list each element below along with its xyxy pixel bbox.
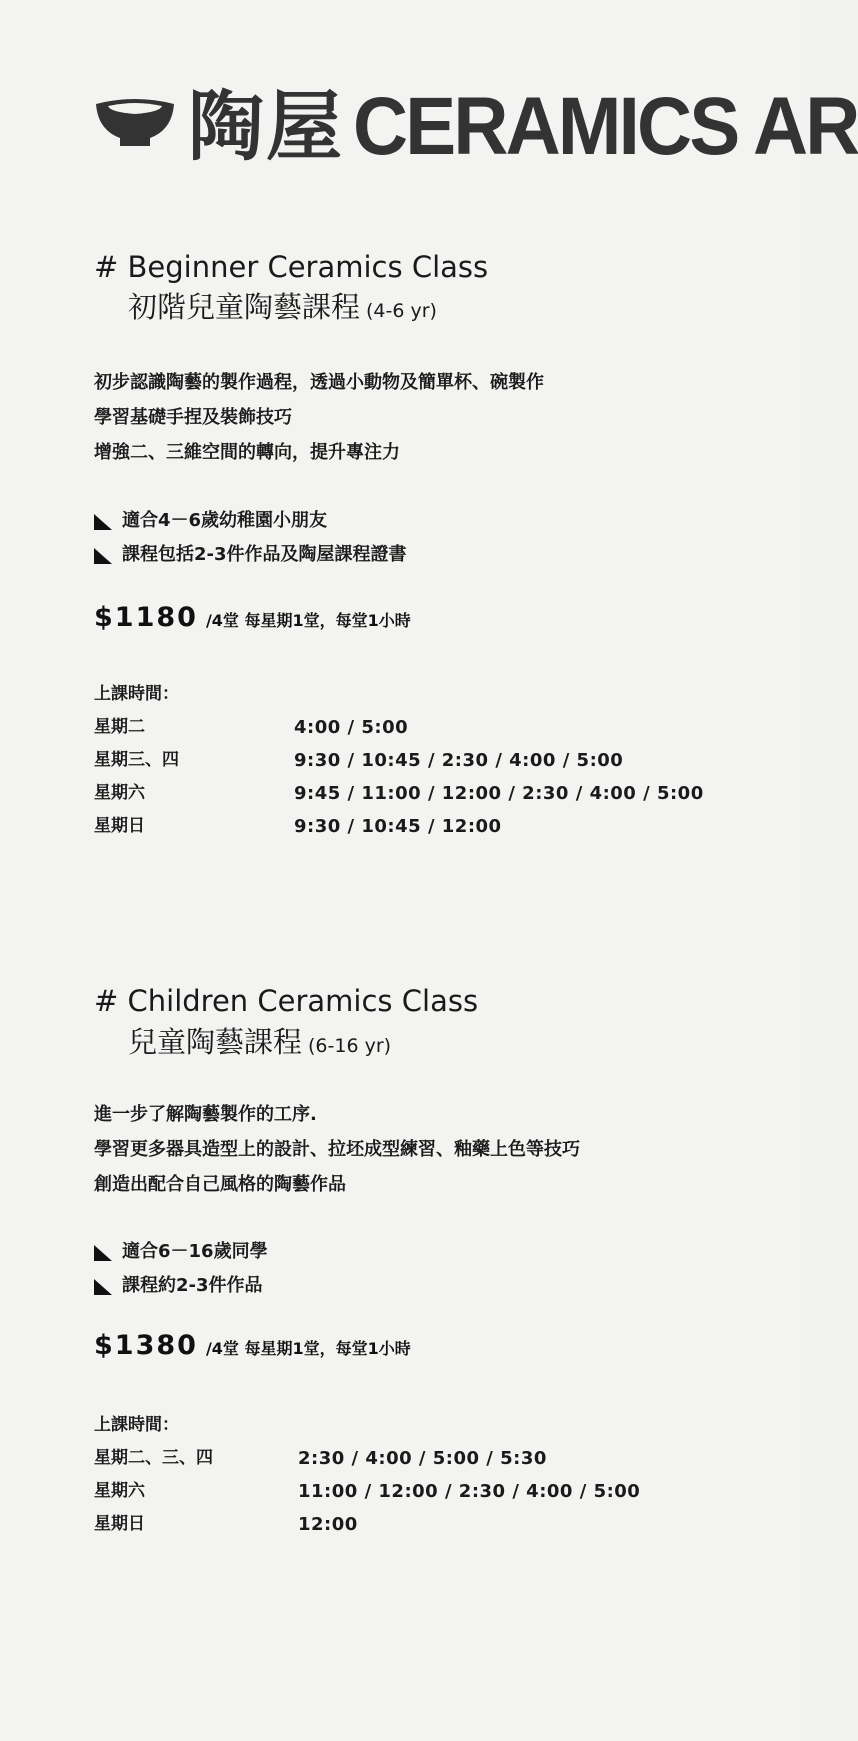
bullet-text: 課程包括2-3件作品及陶屋課程證書: [122, 544, 407, 565]
schedule-label: 上課時間：: [94, 684, 179, 704]
price-line: [94, 602, 411, 633]
class-title-en: # Children Ceramics Class: [94, 984, 479, 1018]
triangle-bullet-icon: [94, 548, 112, 564]
schedule-row: [94, 1508, 358, 1541]
bullet-item: [94, 538, 407, 572]
bowl-icon: [92, 90, 178, 154]
price-line: [94, 1330, 411, 1361]
class-description: [94, 1097, 580, 1202]
description-line: 初步認識陶藝的製作過程，透過小動物及簡單杯、碗製作: [94, 372, 544, 393]
bullet-text: 適合6－16歲同學: [122, 1241, 268, 1262]
class-title-en: # Beginner Ceramics Class: [94, 250, 489, 284]
schedule-times: 4:00 / 5:00: [294, 717, 409, 738]
brand-english-name: CERAMICS AR: [353, 81, 858, 172]
schedule-row: [94, 810, 502, 843]
price-detail: /4堂 每星期1堂，每堂1小時: [205, 611, 411, 630]
description-line: 增強二、三維空間的轉向，提升專注力: [94, 442, 400, 463]
schedule-times: 12:00: [298, 1514, 358, 1535]
bullet-text: 適合4－6歲幼稚園小朋友: [122, 510, 328, 531]
bullet-item: [94, 1235, 268, 1269]
age-range: (4-6 yr): [366, 300, 437, 322]
schedule: [94, 1408, 641, 1541]
price-detail: /4堂 每星期1堂，每堂1小時: [205, 1339, 411, 1358]
schedule: [94, 677, 704, 843]
description-line: 學習更多器具造型上的設計、拉坯成型練習、釉藥上色等技巧: [94, 1139, 580, 1160]
triangle-bullet-icon: [94, 1245, 112, 1261]
header: [88, 81, 858, 172]
schedule-times: 9:30 / 10:45 / 12:00: [294, 816, 502, 837]
class-description: [94, 365, 544, 470]
schedule-day: 星期六: [94, 783, 145, 803]
schedule-day: 星期三、四: [94, 750, 179, 770]
description-line: 創造出配合自己風格的陶藝作品: [94, 1174, 346, 1195]
schedule-times: 9:30 / 10:45 / 2:30 / 4:00 / 5:00: [294, 750, 624, 771]
schedule-day: 星期六: [94, 1481, 145, 1501]
schedule-day: 星期二: [94, 717, 145, 737]
schedule-row: [94, 1442, 547, 1475]
class-bullets: [94, 504, 407, 572]
schedule-row: [94, 1475, 641, 1508]
triangle-bullet-icon: [94, 514, 112, 530]
schedule-row: [94, 744, 624, 777]
price-amount: $1380: [94, 1330, 198, 1361]
bullet-item: [94, 504, 407, 538]
schedule-day: 星期日: [94, 816, 145, 836]
class-title-cn: [128, 1023, 391, 1065]
class-title-cn-text: 兒童陶藝課程: [128, 1025, 303, 1059]
age-range: (6-16 yr): [308, 1035, 392, 1057]
schedule-times: 9:45 / 11:00 / 12:00 / 2:30 / 4:00 / 5:00: [294, 783, 704, 804]
schedule-label: 上課時間：: [94, 1415, 179, 1435]
schedule-times: 2:30 / 4:00 / 5:00 / 5:30: [298, 1448, 547, 1469]
bullet-text: 課程約2-3件作品: [122, 1275, 263, 1296]
triangle-bullet-icon: [94, 1279, 112, 1295]
schedule-row: [94, 777, 704, 810]
class-title-cn-text: 初階兒童陶藝課程: [128, 290, 361, 324]
price-amount: $1180: [94, 602, 198, 633]
bullet-item: [94, 1269, 268, 1303]
schedule-day: 星期二、三、四: [94, 1448, 213, 1468]
class-bullets: [94, 1235, 268, 1303]
description-line: 進一步了解陶藝製作的工序.: [94, 1104, 317, 1125]
class-title-cn: [128, 288, 437, 330]
description-line: 學習基礎手捏及裝飾技巧: [94, 407, 292, 428]
schedule-day: 星期日: [94, 1514, 145, 1534]
schedule-times: 11:00 / 12:00 / 2:30 / 4:00 / 5:00: [298, 1481, 641, 1502]
schedule-row: [94, 711, 409, 744]
brand-chinese-name: 陶屋: [188, 82, 344, 171]
